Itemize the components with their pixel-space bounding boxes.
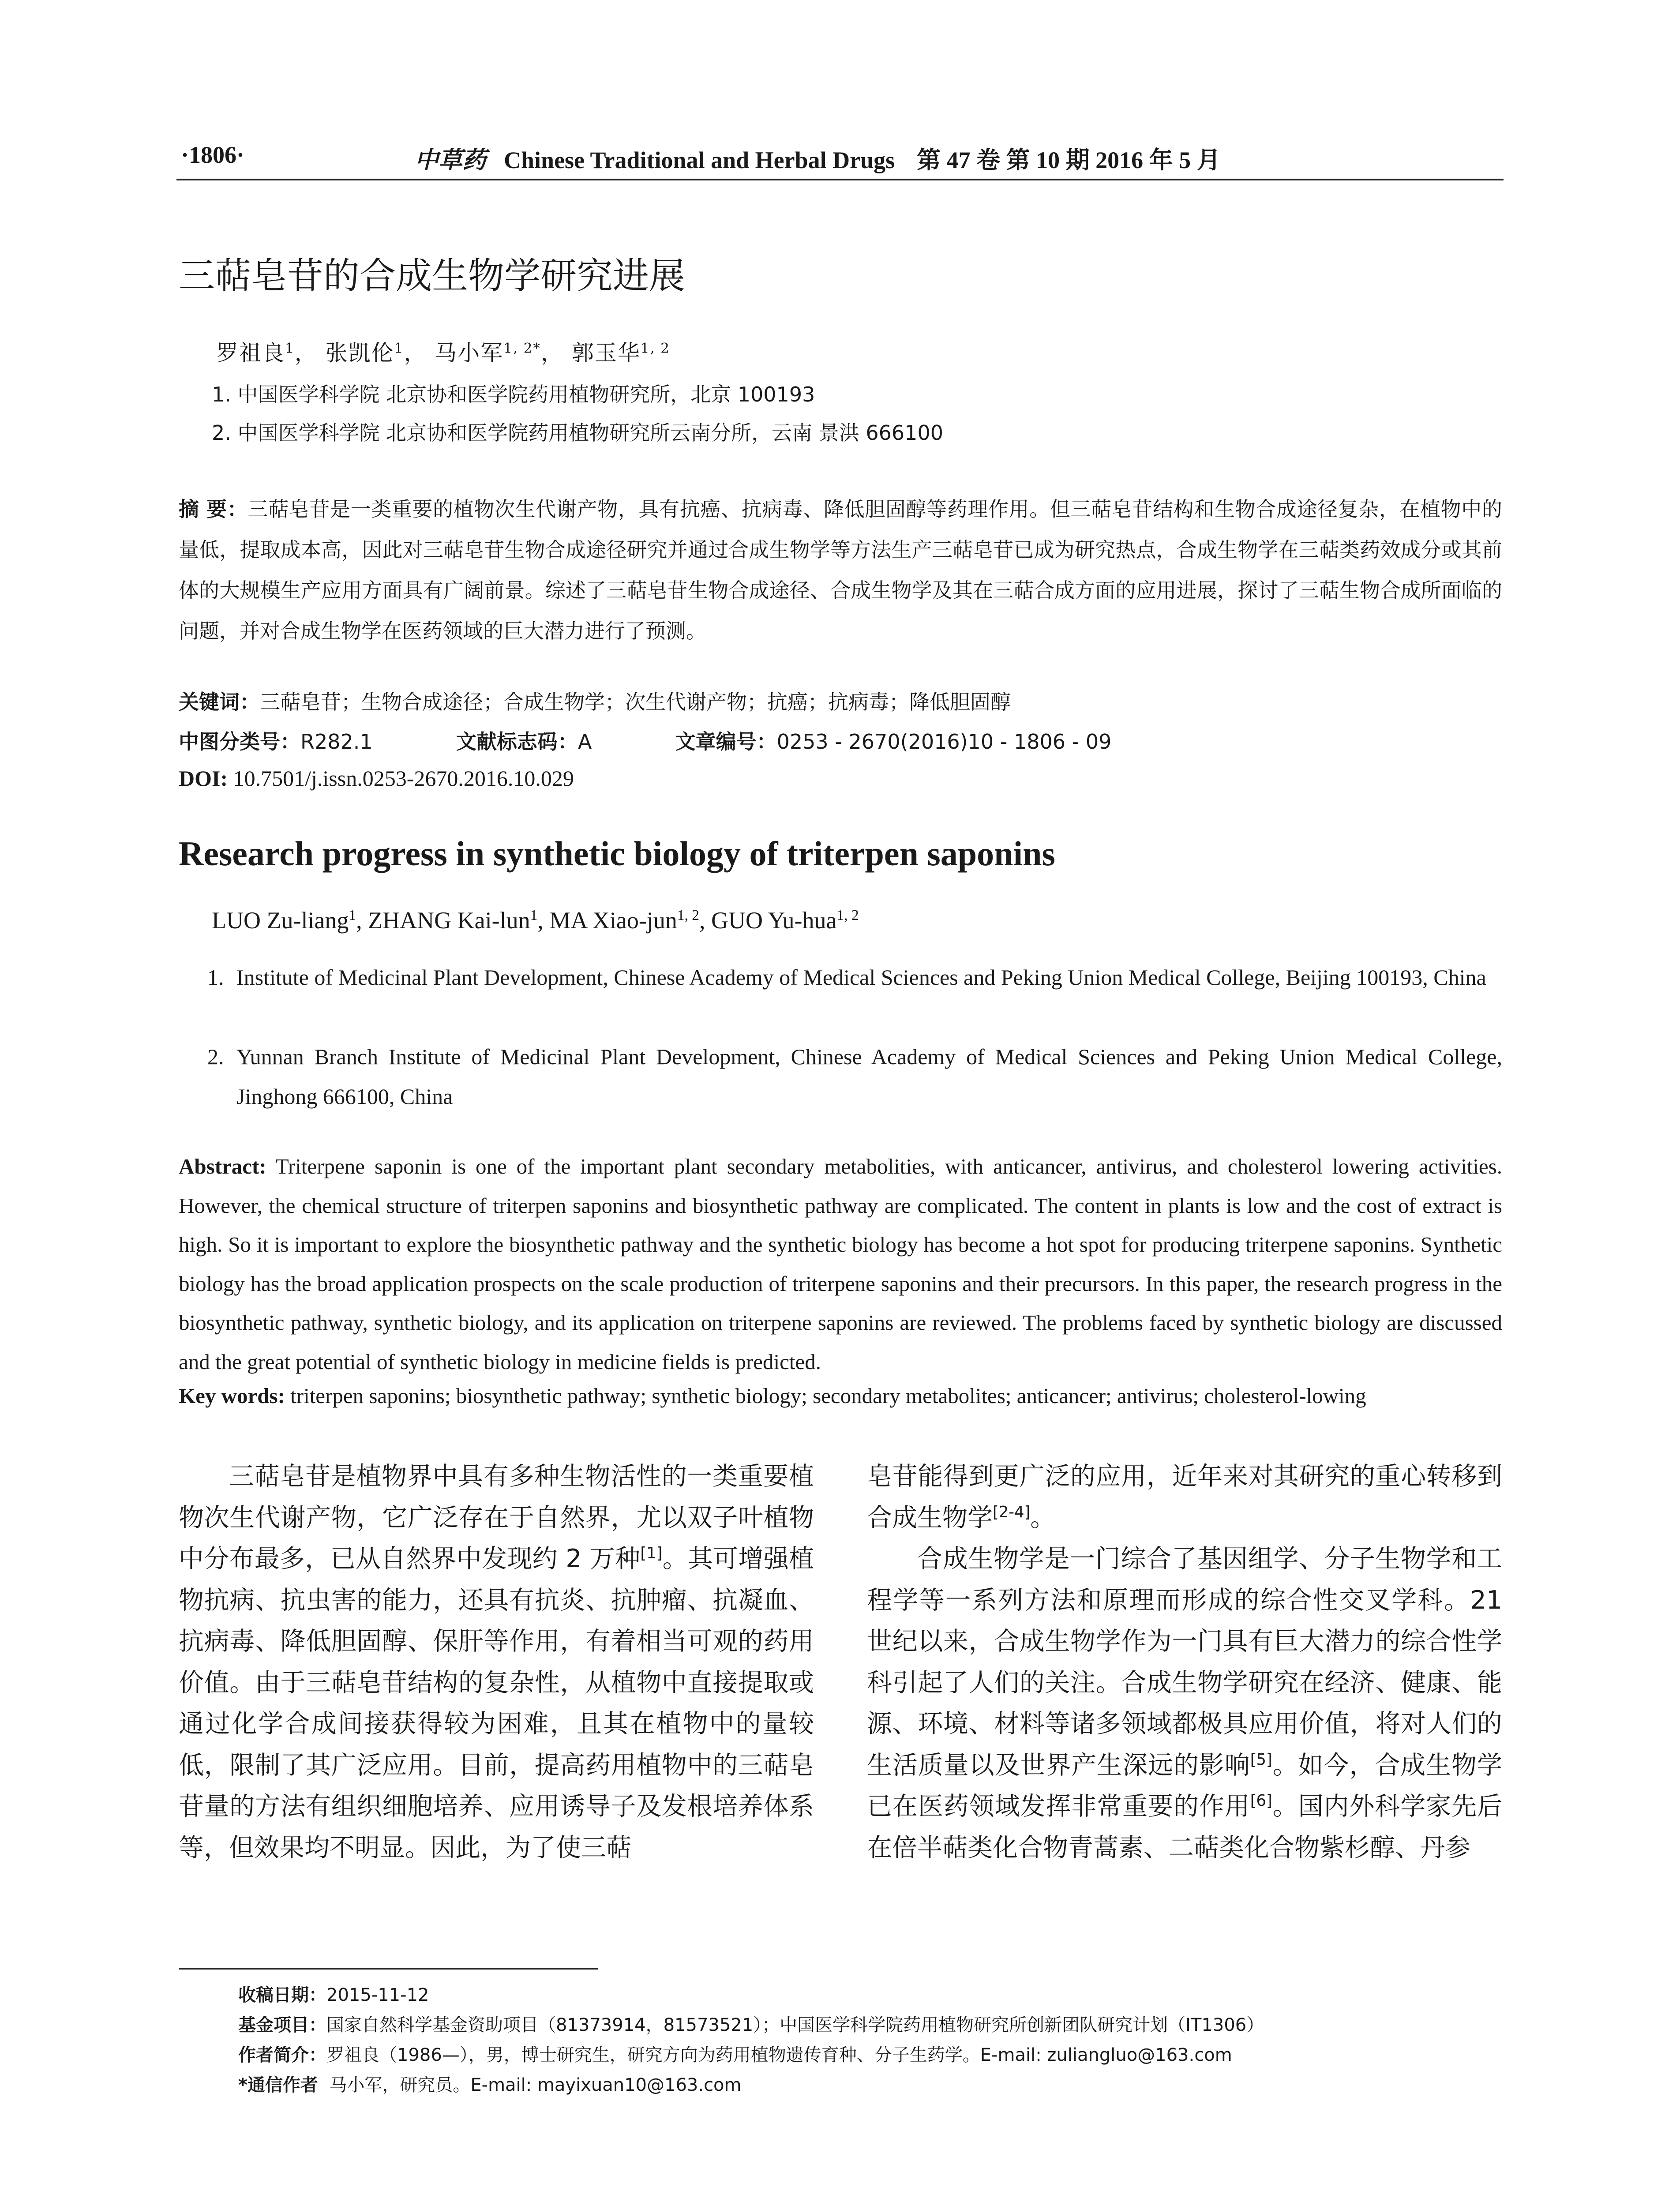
doc-code-label: 文献标志码：: [456, 730, 578, 754]
footnote-label: 基金项目：: [238, 2015, 326, 2035]
footnote-corresponding: [238, 2071, 742, 2096]
affiliation-text: Institute of Medicinal Plant Development, Chinese Academy of Medical Sciences and Peking Union Medical College, Beijing 100193, China: [236, 965, 1486, 990]
body-text: 。其可增强植物抗病、抗虫害的能力，还具有抗炎、抗肿瘤、抗凝血、抗病毒、降低胆固醇、保肝等作用，有着相当可观的药用价值。由于三萜皂苷结构的复杂性，从植物中直接提取或通过化学合成间接获得较为困难，且其在植物中的量较低，限制了其广泛应用。目前，提高药用植物中的三萜皂苷量的方法有组织细胞培养、应用诱导子及发根培养体系等，但效果均不明显。因此，为了使三萜: [179, 1544, 814, 1862]
running-header: [176, 132, 1504, 176]
journal-issue: 第 47 卷 第 10 期 2016 年 5 月: [917, 147, 1221, 173]
abstract-cn: [179, 489, 1502, 651]
keywords-en: [179, 1383, 1507, 1408]
body-paragraph: [179, 1456, 814, 1868]
clc-label: 中图分类号：: [179, 730, 300, 754]
article-no-value: 0253 - 2670(2016)10 - 1806 - 09: [776, 730, 1112, 754]
journal-name-en: Chinese Traditional and Herbal Drugs: [504, 147, 895, 173]
clc-value: R282.1: [300, 730, 373, 754]
body-text: 合成生物学是一门综合了基因组学、分子生物学和工程学等一系列方法和原理而形成的综合性交叉学科。21 世纪以来，合成生物学作为一门具有巨大潜力的综合性学科引起了人们的关注。合成生物学研究在经济、健康、能源、环境、材料等诸多领域都极具应用价值，将对人们的生活质量以及世界产生深远的影响: [867, 1544, 1502, 1780]
affiliation-number: 2.: [207, 1044, 224, 1069]
keywords-en-text: triterpen saponins; biosynthetic pathway; synthetic biology; secondary metabolites; anticancer; antivirus; cholesterol-lowing: [290, 1384, 1366, 1408]
author-affil: 1, 2: [677, 907, 700, 923]
author-affil: 1: [349, 907, 356, 923]
body-column-right: [867, 1456, 1502, 1868]
body-text: 皂苷能得到更广泛的应用，近年来对其研究的重心转移到合成生物学: [867, 1462, 1502, 1532]
abstract-cn-label: 摘 要：: [179, 497, 248, 521]
title-en: Research progress in synthetic biology of triterpen saponins: [179, 834, 1055, 873]
author-affil: 1, 2*: [503, 340, 541, 356]
author-affil: 1, 2: [836, 907, 859, 923]
classification-line: [179, 726, 1111, 755]
doi-label: DOI:: [179, 766, 228, 791]
footnote-text: 国家自然科学基金资助项目（81373914，81573521）；中国医学科学院药用植物研究所创新团队研究计划（IT1306）: [326, 2015, 1264, 2035]
title-cn: 三萜皂苷的合成生物学研究进展: [179, 255, 686, 297]
footnote-text: 罗祖良（1986—），男，博士研究生，研究方向为药用植物遗传育种、分子生药学。E-mail: zuliangluo@163.com: [326, 2045, 1232, 2065]
affiliation-cn-1: 1. 中国医学科学院 北京协和医学院药用植物研究所，北京 100193: [212, 383, 815, 406]
abstract-cn-text: 三萜皂苷是一类重要的植物次生代谢产物，具有抗癌、抗病毒、降低胆固醇等药理作用。但三萜皂苷结构和生物合成途径复杂，在植物中的量低，提取成本高，因此对三萜皂苷生物合成途径研究并通过合成生物学等方法生产三萜皂苷已成为研究热点，合成生物学在三萜类药效成分或其前体的大规模生产应用方面具有广阔前景。综述了三萜皂苷生物合成途径、合成生物学及其在三萜合成方面的应用进展，探讨了三萜生物合成所面临的问题，并对合成生物学在医药领域的巨大潜力进行了预测。: [179, 497, 1503, 643]
body-text: 。如今，合成生物学已在医药领域发挥非常重要的作用: [867, 1750, 1503, 1821]
abstract-en-text: Triterpene saponin is one of the important plant secondary metabolities, with anticancer, antivirus, and cholesterol lowering activities. However, the chemical structure of triterpen saponins and biosynthetic pathway are complicated. The content in plants is low and the cost of extract is high. So it is important to explore the biosynthetic pathway and the synthetic biology has become a hot spot for producing triterpene saponins. Synthetic biology has the broad application prospects on the scale production of triterpene saponins and their precursors. In this paper, the research progress in the biosynthetic pathway, synthetic biology, and its application on triterpene saponins are reviewed. The problems faced by synthetic biology are discussed and the great potential of synthetic biology in medicine fields is predicted.: [179, 1154, 1502, 1374]
author-name: 张凯伦: [325, 340, 394, 366]
author-name: LUO Zu-liang: [212, 907, 349, 934]
author-name: 马小军: [435, 340, 504, 366]
footnote-label: *通信作者: [238, 2075, 318, 2095]
abstract-en: [179, 1147, 1502, 1381]
doc-code-value: A: [578, 730, 592, 754]
author-name: MA Xiao-jun: [549, 907, 677, 934]
citation[interactable]: [2-4]: [993, 1503, 1031, 1521]
body-paragraph: [867, 1456, 1502, 1538]
author-name: ZHANG Kai-lun: [368, 907, 530, 934]
body-column-left: [179, 1456, 814, 1868]
citation[interactable]: [5]: [1250, 1750, 1272, 1769]
author-name: 郭玉华: [571, 340, 641, 366]
affiliation-en-2: [207, 1037, 1502, 1116]
footnote-fund: [238, 2011, 1264, 2036]
body-text: 。: [1030, 1503, 1056, 1532]
doi-line: [179, 765, 574, 791]
author-affil: 1: [394, 340, 404, 356]
citation[interactable]: [1]: [640, 1544, 663, 1562]
authors-en: LUO Zu-liang$^1$, ZHANG Kai-lun$^1$, MA Xiao-jun$^{1, 2}$, GUO Yu-hua$^{1, 2}$: [212, 907, 859, 934]
page-number: ·1806·: [181, 142, 245, 168]
header-rule: [176, 179, 1504, 180]
footnote-received: [238, 1981, 429, 2006]
keywords-cn: [179, 686, 1011, 715]
keywords-en-label: Key words:: [179, 1384, 285, 1408]
affiliation-cn-2: 2. 中国医学科学院 北京协和医学院药用植物研究所云南分所，云南 景洪 666100: [212, 421, 943, 445]
author-affil: 1: [530, 907, 538, 923]
author-affil: 1, 2: [640, 340, 670, 356]
footnote-author: [238, 2041, 1232, 2066]
keywords-cn-text: 三萜皂苷；生物合成途径；合成生物学；次生代谢产物；抗癌；抗病毒；降低胆固醇: [260, 690, 1011, 714]
body-paragraph: [867, 1538, 1502, 1868]
author-affil: 1: [285, 340, 295, 356]
footnote-rule: [179, 1968, 598, 1970]
affiliation-en-1: [207, 957, 1502, 997]
body-text: 。国内外科学家先后在倍半萜类化合物青蒿素、二萜类化合物紫杉醇、丹参: [867, 1792, 1503, 1862]
footnote-label: 收稿日期：: [238, 1985, 326, 2005]
citation[interactable]: [6]: [1250, 1792, 1272, 1810]
journal-name-cn: 中草药: [415, 146, 486, 174]
doi-value[interactable]: 10.7501/j.issn.0253-2670.2016.10.029: [233, 766, 574, 791]
footnote-text: 马小军，研究员。E-mail: mayixuan10@163.com: [329, 2075, 742, 2095]
author-name: GUO Yu-hua: [711, 907, 837, 934]
footnote-text: 2015-11-12: [326, 1985, 429, 2005]
abstract-en-label: Abstract:: [179, 1154, 266, 1178]
affiliation-number: 1.: [207, 965, 224, 990]
keywords-cn-label: 关键词：: [179, 690, 260, 714]
authors-cn: 罗祖良$^1$， 张凯伦$^1$， 马小军$^{1, 2*}$， 郭玉华$^{1, 2}$: [216, 340, 670, 366]
author-name: 罗祖良: [216, 340, 285, 366]
article-no-label: 文章编号：: [675, 730, 777, 754]
body-text: 三萜皂苷是植物界中具有多种生物活性的一类重要植物次生代谢产物，它广泛存在于自然界，尤以双子叶植物中分布最多，已从自然界中发现约 2 万种: [179, 1462, 814, 1573]
affiliation-text: Yunnan Branch Institute of Medicinal Plant Development, Chinese Academy of Medical Sciences and Peking Union Medical College, Jinghong 666100, China: [236, 1044, 1502, 1109]
footnote-label: 作者简介：: [238, 2045, 326, 2065]
journal-line: [415, 141, 1221, 175]
